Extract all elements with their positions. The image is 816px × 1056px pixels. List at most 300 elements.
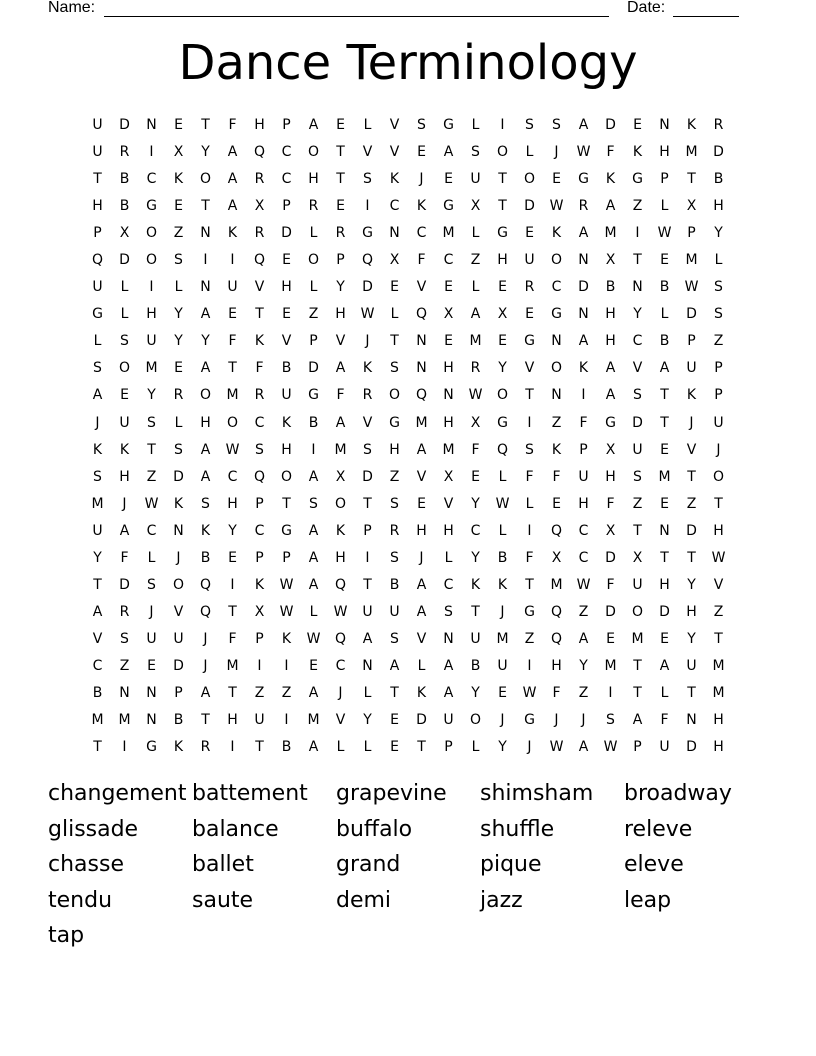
grid-letter[interactable]: S (93, 360, 102, 377)
grid-letter[interactable]: C (335, 657, 346, 674)
grid-letter[interactable]: D (659, 603, 670, 620)
grid-letter[interactable]: A (200, 441, 211, 458)
grid-letter[interactable]: K (281, 414, 292, 431)
grid-letter[interactable]: T (660, 387, 669, 404)
grid-letter[interactable]: L (471, 117, 480, 133)
grid-letter[interactable]: U (92, 117, 103, 133)
grid-letter[interactable]: T (633, 657, 642, 674)
grid-letter[interactable]: W (225, 441, 240, 458)
grid-letter[interactable]: H (335, 306, 346, 323)
grid-letter[interactable]: N (551, 333, 562, 350)
grid-letter[interactable]: V (524, 360, 535, 377)
grid-letter[interactable]: A (227, 171, 238, 188)
grid-letter[interactable]: Z (578, 603, 589, 620)
grid-letter[interactable]: Q (334, 576, 347, 593)
grid-letter[interactable]: Q (361, 252, 374, 269)
grid-letter[interactable]: O (550, 252, 563, 269)
grid-letter[interactable]: E (660, 252, 669, 269)
grid-letter[interactable]: E (444, 171, 453, 188)
grid-letter[interactable]: K (551, 441, 562, 458)
grid-letter[interactable]: W (576, 144, 591, 161)
grid-letter[interactable]: Y (471, 684, 480, 701)
grid-letter[interactable]: N (119, 684, 130, 701)
grid-letter[interactable]: S (174, 252, 183, 269)
grid-letter[interactable]: T (633, 252, 642, 269)
grid-letter[interactable]: L (120, 306, 129, 323)
grid-letter[interactable]: I (203, 252, 208, 269)
grid-letter[interactable]: E (336, 198, 345, 215)
grid-letter[interactable]: S (525, 117, 534, 133)
grid-letter[interactable]: K (227, 225, 238, 242)
grid-letter[interactable]: B (389, 576, 400, 593)
grid-letter[interactable]: S (471, 144, 480, 161)
grid-letter[interactable]: H (659, 576, 670, 593)
grid-letter[interactable]: C (146, 522, 157, 539)
grid-letter[interactable]: Z (254, 684, 265, 701)
grid-letter[interactable]: L (93, 333, 102, 350)
grid-letter[interactable]: A (200, 306, 211, 323)
grid-letter[interactable]: A (416, 603, 427, 620)
grid-letter[interactable]: O (199, 387, 212, 404)
grid-letter[interactable]: E (282, 306, 291, 323)
grid-letter[interactable]: F (606, 495, 615, 512)
grid-letter[interactable]: Q (334, 630, 347, 647)
grid-letter[interactable]: G (524, 333, 535, 350)
grid-letter[interactable]: N (146, 712, 157, 729)
grid-letter[interactable]: V (443, 495, 454, 512)
grid-letter[interactable]: Y (633, 306, 642, 323)
grid-letter[interactable]: N (146, 117, 157, 133)
grid-letter[interactable]: P (255, 495, 264, 512)
grid-letter[interactable]: S (444, 603, 453, 620)
grid-letter[interactable]: T (687, 468, 696, 485)
grid-letter[interactable]: U (713, 414, 724, 431)
grid-letter[interactable]: H (92, 198, 103, 215)
grid-letter[interactable]: J (500, 712, 505, 729)
grid-letter[interactable]: H (281, 279, 292, 296)
grid-letter[interactable]: D (362, 468, 373, 485)
grid-letter[interactable]: O (307, 144, 320, 161)
grid-letter[interactable]: R (200, 739, 211, 756)
grid-letter[interactable]: V (416, 630, 427, 647)
grid-letter[interactable]: G (497, 225, 508, 242)
grid-letter[interactable]: E (228, 549, 237, 566)
grid-letter[interactable]: V (362, 414, 373, 431)
grid-letter[interactable]: J (149, 603, 154, 620)
grid-letter[interactable]: D (605, 549, 616, 566)
grid-letter[interactable]: A (443, 144, 454, 161)
grid-letter[interactable]: D (686, 522, 697, 539)
grid-letter[interactable]: E (660, 441, 669, 458)
grid-letter[interactable]: O (469, 712, 482, 729)
grid-letter[interactable]: N (632, 279, 643, 296)
grid-letter[interactable]: Z (524, 630, 535, 647)
grid-letter[interactable]: T (633, 522, 642, 539)
grid-letter[interactable]: L (498, 522, 507, 539)
grid-letter[interactable]: B (470, 657, 481, 674)
grid-letter[interactable]: P (660, 171, 669, 188)
grid-letter[interactable]: H (308, 171, 319, 188)
grid-letter[interactable]: H (389, 441, 400, 458)
grid-letter[interactable]: F (525, 468, 534, 485)
grid-letter[interactable]: D (686, 306, 697, 323)
grid-letter[interactable]: L (471, 739, 480, 756)
grid-letter[interactable]: I (635, 225, 640, 242)
grid-letter[interactable]: T (471, 603, 480, 620)
grid-letter[interactable]: Y (687, 576, 696, 593)
grid-letter[interactable]: D (713, 144, 724, 161)
grid-letter[interactable]: U (389, 603, 400, 620)
grid-letter[interactable]: A (470, 306, 481, 323)
grid-letter[interactable]: M (712, 657, 725, 674)
grid-letter[interactable]: Q (496, 441, 509, 458)
grid-letter[interactable]: L (363, 684, 372, 701)
grid-letter[interactable]: E (174, 117, 183, 133)
grid-letter[interactable]: I (257, 657, 262, 674)
grid-letter[interactable]: Y (579, 657, 588, 674)
grid-letter[interactable]: H (443, 360, 454, 377)
grid-letter[interactable]: H (119, 468, 130, 485)
grid-letter[interactable]: T (336, 144, 345, 161)
grid-letter[interactable]: O (307, 252, 320, 269)
grid-letter[interactable]: U (686, 360, 697, 377)
grid-letter[interactable]: F (417, 252, 426, 269)
grid-letter[interactable]: I (230, 739, 235, 756)
grid-letter[interactable]: A (335, 414, 346, 431)
grid-letter[interactable]: B (281, 360, 292, 377)
grid-letter[interactable]: Y (93, 549, 102, 566)
grid-letter[interactable]: F (606, 144, 615, 161)
grid-letter[interactable]: H (335, 549, 346, 566)
grid-letter[interactable]: L (363, 117, 372, 133)
grid-letter[interactable]: L (147, 549, 156, 566)
grid-letter[interactable]: E (444, 279, 453, 296)
grid-letter[interactable]: J (581, 712, 586, 729)
grid-letter[interactable]: B (281, 739, 292, 756)
grid-letter[interactable]: T (93, 171, 102, 188)
grid-letter[interactable]: Y (201, 144, 210, 161)
grid-letter[interactable]: A (578, 333, 589, 350)
grid-letter[interactable]: I (527, 522, 532, 539)
grid-letter[interactable]: A (92, 387, 103, 404)
grid-letter[interactable]: D (173, 468, 184, 485)
grid-letter[interactable]: S (120, 333, 129, 350)
grid-letter[interactable]: S (255, 441, 264, 458)
grid-letter[interactable]: W (333, 603, 348, 620)
grid-letter[interactable]: P (633, 739, 642, 756)
grid-letter[interactable]: U (254, 712, 265, 729)
grid-letter[interactable]: N (551, 387, 562, 404)
grid-letter[interactable]: N (659, 117, 670, 133)
grid-letter[interactable]: T (687, 684, 696, 701)
grid-letter[interactable]: N (578, 252, 589, 269)
grid-letter[interactable]: H (659, 144, 670, 161)
grid-letter[interactable]: E (336, 117, 345, 133)
grid-letter[interactable]: C (254, 522, 265, 539)
grid-letter[interactable]: E (390, 279, 399, 296)
grid-letter[interactable]: F (228, 630, 237, 647)
grid-letter[interactable]: T (228, 684, 237, 701)
grid-letter[interactable]: P (444, 739, 453, 756)
grid-letter[interactable]: I (284, 712, 289, 729)
grid-letter[interactable]: Y (498, 739, 507, 756)
grid-letter[interactable]: T (336, 171, 345, 188)
grid-letter[interactable]: M (118, 712, 131, 729)
grid-letter[interactable]: I (581, 387, 586, 404)
grid-letter[interactable]: S (552, 117, 561, 133)
grid-letter[interactable]: S (606, 712, 615, 729)
grid-letter[interactable]: X (551, 549, 562, 566)
grid-letter[interactable]: S (147, 414, 156, 431)
grid-letter[interactable]: R (335, 225, 346, 242)
grid-letter[interactable]: U (146, 333, 157, 350)
grid-letter[interactable]: O (145, 252, 158, 269)
grid-letter[interactable]: U (632, 441, 643, 458)
grid-letter[interactable]: T (255, 306, 264, 323)
grid-letter[interactable]: N (389, 225, 400, 242)
grid-letter[interactable]: V (281, 333, 292, 350)
grid-letter[interactable]: D (524, 198, 535, 215)
grid-letter[interactable]: M (685, 252, 698, 269)
grid-letter[interactable]: Z (713, 603, 724, 620)
grid-letter[interactable]: V (389, 117, 400, 133)
grid-letter[interactable]: E (660, 630, 669, 647)
grid-letter[interactable]: T (714, 495, 723, 512)
grid-letter[interactable]: H (281, 441, 292, 458)
grid-letter[interactable]: S (93, 468, 102, 485)
grid-letter[interactable]: B (200, 549, 211, 566)
grid-letter[interactable]: T (363, 576, 372, 593)
grid-letter[interactable]: C (470, 522, 481, 539)
grid-letter[interactable]: V (416, 279, 427, 296)
grid-letter[interactable]: M (685, 144, 698, 161)
grid-letter[interactable]: T (228, 603, 237, 620)
grid-letter[interactable]: Q (199, 576, 212, 593)
grid-letter[interactable]: F (525, 549, 534, 566)
grid-letter[interactable]: Z (146, 468, 157, 485)
grid-letter[interactable]: T (201, 117, 210, 133)
grid-letter[interactable]: A (578, 739, 589, 756)
grid-letter[interactable]: G (632, 171, 643, 188)
grid-letter[interactable]: E (390, 739, 399, 756)
grid-letter[interactable]: O (550, 360, 563, 377)
grid-letter[interactable]: I (230, 576, 235, 593)
grid-letter[interactable]: F (660, 712, 669, 729)
grid-letter[interactable]: B (119, 198, 130, 215)
grid-letter[interactable]: M (604, 657, 617, 674)
grid-letter[interactable]: S (633, 468, 642, 485)
grid-letter[interactable]: C (146, 171, 157, 188)
grid-letter[interactable]: Y (471, 549, 480, 566)
grid-letter[interactable]: Y (174, 306, 183, 323)
grid-letter[interactable]: W (144, 495, 159, 512)
grid-letter[interactable]: S (390, 630, 399, 647)
grid-letter[interactable]: N (146, 684, 157, 701)
grid-letter[interactable]: X (497, 306, 508, 323)
grid-letter[interactable]: Q (415, 306, 428, 323)
grid-letter[interactable]: G (497, 414, 508, 431)
grid-letter[interactable]: T (660, 414, 669, 431)
grid-letter[interactable]: Z (632, 495, 643, 512)
grid-letter[interactable]: A (605, 198, 616, 215)
grid-letter[interactable]: R (713, 117, 724, 133)
grid-letter[interactable]: P (282, 549, 291, 566)
grid-letter[interactable]: S (309, 495, 318, 512)
grid-letter[interactable]: A (632, 712, 643, 729)
grid-letter[interactable]: E (660, 495, 669, 512)
grid-letter[interactable]: A (119, 522, 130, 539)
grid-letter[interactable]: E (390, 712, 399, 729)
grid-letter[interactable]: C (281, 144, 292, 161)
grid-letter[interactable]: W (279, 603, 294, 620)
grid-letter[interactable]: N (443, 387, 454, 404)
grid-letter[interactable]: Y (498, 360, 507, 377)
grid-letter[interactable]: U (578, 468, 589, 485)
grid-letter[interactable]: D (605, 603, 616, 620)
grid-letter[interactable]: J (203, 657, 208, 674)
grid-letter[interactable]: S (201, 495, 210, 512)
grid-letter[interactable]: M (226, 657, 239, 674)
grid-letter[interactable]: V (713, 576, 724, 593)
grid-letter[interactable]: G (281, 522, 292, 539)
grid-letter[interactable]: Z (470, 252, 481, 269)
grid-letter[interactable]: R (173, 387, 184, 404)
grid-letter[interactable]: P (93, 225, 102, 242)
grid-letter[interactable]: J (419, 171, 424, 188)
grid-letter[interactable]: T (660, 549, 669, 566)
grid-letter[interactable]: M (442, 225, 455, 242)
grid-letter[interactable]: E (498, 684, 507, 701)
grid-letter[interactable]: U (92, 144, 103, 161)
grid-letter[interactable]: Z (713, 333, 724, 350)
grid-letter[interactable]: A (308, 522, 319, 539)
grid-letter[interactable]: V (254, 279, 265, 296)
grid-letter[interactable]: Y (714, 225, 723, 242)
grid-letter[interactable]: A (578, 630, 589, 647)
grid-letter[interactable]: T (147, 441, 156, 458)
grid-letter[interactable]: Q (91, 252, 104, 269)
grid-letter[interactable]: C (227, 468, 238, 485)
grid-letter[interactable]: R (524, 279, 535, 296)
grid-letter[interactable]: A (416, 576, 427, 593)
grid-letter[interactable]: E (525, 306, 534, 323)
grid-letter[interactable]: T (417, 739, 426, 756)
grid-letter[interactable]: E (471, 468, 480, 485)
grid-letter[interactable]: H (713, 198, 724, 215)
grid-letter[interactable]: D (578, 279, 589, 296)
grid-letter[interactable]: J (554, 144, 559, 161)
grid-letter[interactable]: H (200, 414, 211, 431)
grid-letter[interactable]: M (307, 712, 320, 729)
grid-letter[interactable]: C (578, 522, 589, 539)
grid-letter[interactable]: C (443, 252, 454, 269)
grid-letter[interactable]: M (550, 576, 563, 593)
grid-letter[interactable]: O (712, 468, 725, 485)
grid-letter[interactable]: X (254, 603, 265, 620)
grid-letter[interactable]: W (360, 306, 375, 323)
grid-letter[interactable]: E (282, 252, 291, 269)
grid-letter[interactable]: M (442, 441, 455, 458)
grid-letter[interactable]: D (416, 712, 427, 729)
grid-letter[interactable]: X (605, 252, 616, 269)
grid-letter[interactable]: K (173, 495, 184, 512)
grid-letter[interactable]: M (658, 468, 671, 485)
grid-letter[interactable]: P (687, 333, 696, 350)
grid-letter[interactable]: K (200, 522, 211, 539)
grid-letter[interactable]: C (281, 171, 292, 188)
grid-letter[interactable]: V (416, 468, 427, 485)
grid-letter[interactable]: G (551, 306, 562, 323)
grid-letter[interactable]: N (200, 279, 211, 296)
grid-letter[interactable]: A (308, 576, 319, 593)
grid-letter[interactable]: L (363, 739, 372, 756)
grid-letter[interactable]: F (606, 576, 615, 593)
grid-letter[interactable]: H (713, 739, 724, 756)
grid-letter[interactable]: Y (363, 712, 372, 729)
grid-letter[interactable]: X (335, 468, 346, 485)
grid-letter[interactable]: Y (201, 333, 210, 350)
grid-letter[interactable]: A (578, 117, 589, 133)
grid-letter[interactable]: U (470, 630, 481, 647)
grid-letter[interactable]: M (226, 387, 239, 404)
grid-letter[interactable]: S (390, 360, 399, 377)
grid-letter[interactable]: A (578, 225, 589, 242)
grid-letter[interactable]: C (92, 657, 103, 674)
grid-letter[interactable]: J (500, 603, 505, 620)
grid-letter[interactable]: X (605, 522, 616, 539)
grid-letter[interactable]: U (281, 387, 292, 404)
grid-letter[interactable]: D (605, 117, 616, 133)
grid-letter[interactable]: C (254, 414, 265, 431)
grid-letter[interactable]: Z (281, 684, 292, 701)
grid-letter[interactable]: E (228, 306, 237, 323)
grid-letter[interactable]: D (119, 117, 130, 133)
grid-letter[interactable]: M (145, 360, 158, 377)
grid-letter[interactable]: T (525, 387, 534, 404)
grid-letter[interactable]: H (605, 468, 616, 485)
grid-letter[interactable]: U (119, 414, 130, 431)
grid-letter[interactable]: V (92, 630, 103, 647)
grid-letter[interactable]: A (659, 360, 670, 377)
grid-letter[interactable]: I (149, 279, 154, 296)
grid-letter[interactable]: D (119, 576, 130, 593)
grid-letter[interactable]: G (605, 414, 616, 431)
grid-letter[interactable]: U (362, 603, 373, 620)
grid-letter[interactable]: P (174, 684, 183, 701)
grid-letter[interactable]: P (687, 225, 696, 242)
grid-letter[interactable]: D (119, 252, 130, 269)
grid-letter[interactable]: I (365, 549, 370, 566)
grid-letter[interactable]: P (255, 549, 264, 566)
grid-letter[interactable]: F (336, 387, 345, 404)
grid-letter[interactable]: L (174, 279, 183, 296)
grid-letter[interactable]: I (311, 441, 316, 458)
grid-letter[interactable]: K (416, 684, 427, 701)
grid-letter[interactable]: V (389, 144, 400, 161)
grid-letter[interactable]: L (660, 306, 669, 323)
grid-letter[interactable]: X (173, 144, 184, 161)
grid-letter[interactable]: I (149, 144, 154, 161)
grid-letter[interactable]: G (578, 171, 589, 188)
grid-letter[interactable]: D (281, 225, 292, 242)
grid-letter[interactable]: P (579, 441, 588, 458)
grid-letter[interactable]: V (632, 360, 643, 377)
date-field[interactable] (673, 0, 739, 17)
grid-letter[interactable]: A (227, 198, 238, 215)
grid-letter[interactable]: H (605, 306, 616, 323)
grid-letter[interactable]: C (416, 225, 427, 242)
grid-letter[interactable]: P (714, 360, 723, 377)
